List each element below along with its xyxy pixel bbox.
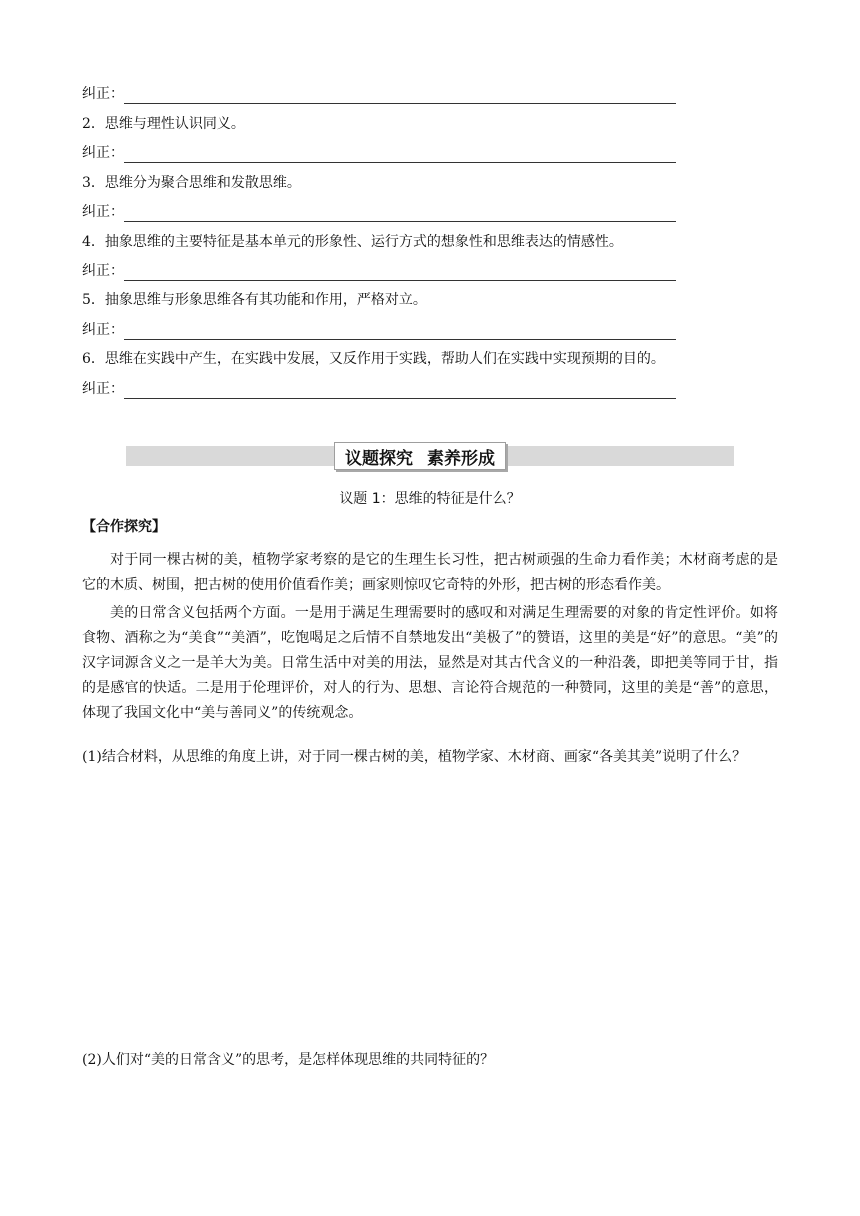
correction-line-6 [82, 379, 682, 399]
correction-line-3 [82, 202, 682, 222]
answer-blank[interactable] [124, 150, 676, 163]
correction-label: 纠正： [82, 86, 124, 102]
correction-line-5 [82, 320, 682, 340]
question-1: (1)结合材料，从思维的角度上讲，对于同一棵古树的美，植物学家、木材商、画家“各美其美”说明了什么？ [82, 749, 747, 765]
section-banner [126, 446, 734, 469]
statement-5: 5．抽象思维与形象思维各有其功能和作用，严格对立。 [82, 292, 427, 308]
topic-title: 议题 1：思维的特征是什么？ [339, 491, 521, 507]
correction-label: 纠正： [82, 204, 124, 220]
answer-blank[interactable] [124, 91, 676, 104]
banner-title-left: 议题探究 [345, 448, 413, 469]
answer-blank[interactable] [124, 327, 676, 340]
material-paragraph-1: 对于同一棵古树的美，植物学家考察的是它的生理生长习性，把古树顽强的生命力看作美；木材商考虑的是它的木质、树围，把古树的使用价值看作美；画家则惊叹它奇特的外形，把古树的形态看作美。 [82, 552, 778, 593]
correction-line-4 [82, 261, 682, 281]
banner-title-right: 素养形成 [427, 448, 495, 469]
statement-4: 4．抽象思维的主要特征是基本单元的形象性、运行方式的想象性和思维表达的情感性。 [82, 234, 623, 250]
statement-3: 3．思维分为聚合思维和发散思维。 [82, 175, 301, 191]
correction-line-1 [82, 84, 682, 104]
statement-2: 2．思维与理性认识同义。 [82, 116, 245, 132]
correction-label: 纠正： [82, 263, 124, 279]
answer-blank[interactable] [124, 209, 676, 222]
correction-label: 纠正： [82, 381, 124, 397]
correction-label: 纠正： [82, 145, 124, 161]
question-2: (2)人们对“美的日常含义”的思考，是怎样体现思维的共同特征的？ [82, 1052, 495, 1068]
answer-blank[interactable] [124, 268, 676, 281]
material-paragraph-2: 美的日常含义包括两个方面。一是用于满足生理需要时的感叹和对满足生理需要的对象的肯定性评价。如将食物、酒称之为“美食”“美酒”，吃饱喝足之后情不自禁地发出“美极了”的赞语，这里的美是“好”的意思。“美”的汉字词源含义之一是羊大为美。日常生活中对美的用法，显然是对其古代含义的一种沿袭，即把美等同于甘，指的是感官的快适。二是用于伦理评价，对人的行为、思想、言论符合规范的一种赞同，这里的美是“善”的意思，体现了我国文化中“美与善同义”的传统观念。 [82, 605, 778, 721]
statement-6: 6．思维在实践中产生，在实践中发展，又反作用于实践，帮助人们在实践中实现预期的目的。 [82, 351, 665, 367]
correction-label: 纠正： [82, 322, 124, 338]
section-banner-title [334, 442, 506, 470]
answer-blank[interactable] [124, 386, 676, 399]
correction-line-2 [82, 143, 682, 163]
section-heading: 【合作探究】 [82, 519, 166, 535]
